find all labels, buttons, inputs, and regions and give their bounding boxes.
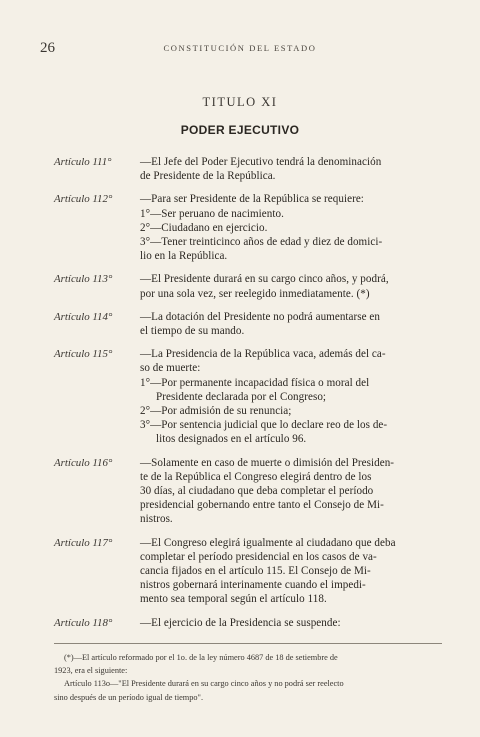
article-text-line: 30 días, al ciudadano que deba completar el período bbox=[140, 485, 374, 498]
running-header bbox=[40, 40, 440, 60]
article-text-line: —La Presidencia de la República vaca, además del ca- bbox=[140, 348, 386, 361]
section-heading: PODER EJECUTIVO bbox=[180, 123, 300, 137]
article-item-line: 3°—Tener treinticinco años de edad y diez de domici- bbox=[140, 236, 383, 249]
article-text-line: por una sola vez, ser reelegido inmediatamente. (*) bbox=[140, 287, 370, 300]
article-label: Artículo 116° bbox=[54, 456, 113, 469]
running-title: CONSTITUCIÓN DEL ESTADO bbox=[163, 43, 317, 53]
footnote-line: (*)—El artículo reformado por el 1o. de la ley número 4687 de 18 de setiembre de bbox=[64, 653, 338, 662]
article-label: Artículo 112° bbox=[54, 193, 113, 206]
article-label: Artículo 115° bbox=[54, 348, 113, 361]
article-118 bbox=[54, 616, 441, 630]
article-text-line: —El ejercicio de la Presidencia se suspende: bbox=[140, 616, 341, 629]
article-text-line: —Para ser Presidente de la República se requiere: bbox=[140, 193, 364, 206]
article-text-line: —El Congreso elegirá igualmente al ciudadano que deba bbox=[140, 536, 396, 549]
page-number: 26 bbox=[40, 40, 55, 56]
article-111 bbox=[54, 155, 441, 183]
article-text-line: el tiempo de su mando. bbox=[140, 325, 245, 338]
article-text-line: de Presidente de la República. bbox=[140, 170, 276, 183]
article-text-line: cancia fijados en el artículo 115. El Consejo de Mi- bbox=[140, 565, 371, 578]
article-text-line: —El Jefe del Poder Ejecutivo tendrá la denominación bbox=[140, 156, 382, 168]
title-heading: TITULO XI bbox=[202, 95, 278, 109]
footnote-line: Artículo 113o—"El Presidente durará en su cargo cinco años y no podrá ser reelecto bbox=[64, 679, 344, 689]
article-115 bbox=[54, 347, 441, 446]
article-text-line: —El Presidente durará en su cargo cinco años, y podrá, bbox=[140, 273, 389, 286]
article-text-line: presidencial gobernando entre tanto el Consejo de Mi- bbox=[140, 499, 384, 512]
article-text-line: nistros gobernará interinamente cuando el impedi- bbox=[140, 579, 366, 592]
article-label: Artículo 113° bbox=[54, 273, 113, 286]
article-text-line: nistros. bbox=[140, 513, 173, 526]
article-label: Artículo 111° bbox=[54, 156, 112, 168]
article-114 bbox=[54, 310, 441, 338]
article-113 bbox=[54, 272, 441, 300]
article-item-line: 2°—Por admisión de su renuncia; bbox=[140, 405, 292, 418]
article-item-line: 1°—Por permanente incapacidad física o moral del bbox=[140, 376, 370, 389]
article-label: Artículo 117° bbox=[54, 536, 113, 549]
article-label: Artículo 114° bbox=[54, 310, 113, 323]
article-text-line: te de la República el Congreso elegirá dentro de los bbox=[140, 470, 372, 483]
article-text-line: mento sea temporal según el artículo 118. bbox=[140, 593, 327, 606]
article-text-line: —La dotación del Presidente no podrá aumentarse en bbox=[140, 310, 381, 323]
article-text-line: lio en la República. bbox=[140, 250, 228, 263]
article-item-line: Presidente declarada por el Congreso; bbox=[156, 390, 327, 403]
article-item-line: 3°—Por sentencia judicial que lo declare reo de los de- bbox=[140, 419, 388, 432]
footnote-line: 1923, era el siguiente: bbox=[54, 666, 128, 676]
article-text-line: completar el período presidencial en los casos de va- bbox=[140, 550, 377, 563]
article-112 bbox=[54, 192, 441, 263]
footnote-divider bbox=[54, 643, 442, 644]
article-item-line: litos designados en el artículo 96. bbox=[156, 433, 307, 446]
footnote-line: sino después de un período igual de tiempo". bbox=[54, 692, 204, 702]
article-117 bbox=[54, 536, 441, 607]
footnotes bbox=[54, 651, 442, 704]
article-item-line: 2°—Ciudadano en ejercicio. bbox=[140, 221, 268, 234]
article-116 bbox=[54, 456, 441, 527]
article-text-line: —Solamente en caso de muerte o dimisión del Presiden- bbox=[140, 456, 395, 469]
article-label: Artículo 118° bbox=[54, 616, 113, 629]
articles-body bbox=[54, 155, 441, 639]
article-item-line: 1°—Ser peruano de nacimiento. bbox=[140, 207, 284, 220]
article-text-line: so de muerte: bbox=[140, 362, 201, 375]
